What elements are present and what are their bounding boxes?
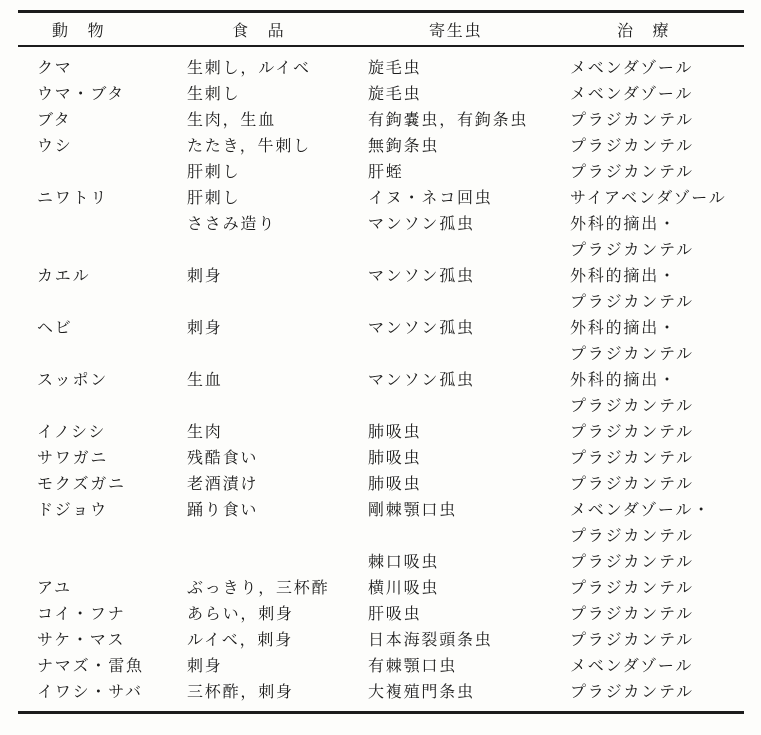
cell-animal: ウシ (37, 138, 73, 155)
cell-food: ルイベ，刺身 (187, 632, 294, 649)
table-row (18, 368, 744, 394)
cell-food (187, 524, 368, 550)
table-row (18, 394, 744, 420)
cell-food: あらい，刺身 (187, 606, 294, 623)
cell-parasite: 肺吸虫 (368, 450, 422, 467)
cell-parasite (368, 342, 570, 368)
header-parasite: 寄生虫 (429, 23, 483, 40)
cell-food: 生刺し (187, 86, 241, 103)
table-row (18, 238, 744, 264)
cell-food: 刺身 (187, 268, 223, 285)
cell-animal (18, 342, 187, 368)
cell-animal: ドジョウ (37, 502, 108, 519)
cell-animal (18, 394, 187, 420)
cell-parasite: マンソン孤虫 (368, 216, 475, 233)
cell-food: 生刺し，ルイベ (187, 60, 311, 77)
table-row (18, 186, 744, 212)
cell-parasite: 剛棘顎口虫 (368, 502, 458, 519)
cell-parasite (368, 238, 570, 264)
cell-parasite: 旋毛虫 (368, 60, 422, 77)
table-top-rule (18, 10, 744, 13)
cell-parasite (368, 394, 570, 420)
table-row (18, 134, 744, 160)
cell-food (187, 342, 368, 368)
cell-food: 肝刺し (187, 190, 241, 207)
table-row (18, 342, 744, 368)
cell-parasite: 旋毛虫 (368, 86, 422, 103)
cell-treatment: プラジカンテル (570, 294, 694, 311)
cell-animal: カエル (37, 268, 91, 285)
table-row (18, 654, 744, 680)
cell-animal: モクズガニ (37, 476, 126, 493)
cell-animal: サワガニ (37, 450, 109, 467)
table-row (18, 472, 744, 498)
table-row (18, 316, 744, 342)
cell-animal (18, 524, 187, 550)
cell-treatment: メベンダゾール (570, 60, 694, 77)
cell-treatment: 外科的摘出・ (570, 320, 677, 337)
table-row (18, 602, 744, 628)
table-header (18, 19, 744, 45)
cell-food (187, 238, 368, 264)
cell-treatment: プラジカンテル (570, 242, 694, 259)
table-row (18, 498, 744, 524)
cell-food: 肝刺し (187, 164, 241, 181)
cell-treatment: 外科的摘出・ (570, 268, 677, 285)
cell-treatment: メベンダゾール (570, 658, 694, 675)
cell-food: 老酒漬け (187, 476, 259, 493)
header-treatment: 治 療 (617, 23, 671, 40)
cell-food (187, 394, 368, 420)
cell-animal: ブタ (37, 112, 72, 129)
cell-treatment: プラジカンテル (570, 450, 694, 467)
cell-animal: スッポン (37, 372, 109, 389)
cell-parasite: 肺吸虫 (368, 424, 422, 441)
header-animal: 動 物 (52, 23, 106, 40)
cell-treatment: プラジカンテル (570, 112, 694, 129)
cell-parasite: 有棘顎口虫 (368, 658, 458, 675)
cell-animal: ニワトリ (37, 190, 109, 207)
cell-parasite: 棘口吸虫 (368, 554, 440, 571)
cell-treatment: プラジカンテル (570, 684, 694, 701)
header-food: 食 品 (232, 23, 286, 40)
cell-food: 生血 (187, 372, 223, 389)
cell-parasite: 日本海裂頭条虫 (368, 632, 493, 649)
cell-parasite (368, 290, 570, 316)
cell-parasite: 肺吸虫 (368, 476, 422, 493)
cell-food: ぶっきり，三杯酢 (187, 580, 330, 597)
table-row (18, 420, 744, 446)
cell-treatment: プラジカンテル (570, 398, 694, 415)
cell-animal (18, 290, 187, 316)
cell-animal: コイ・フナ (37, 606, 126, 623)
cell-treatment: 外科的摘出・ (570, 216, 677, 233)
cell-food (187, 550, 368, 576)
cell-treatment: プラジカンテル (570, 164, 694, 181)
cell-animal (18, 550, 187, 576)
cell-treatment: プラジカンテル (570, 580, 694, 597)
cell-animal: イノシシ (37, 424, 107, 441)
cell-treatment: プラジカンテル (570, 346, 694, 363)
table-row (18, 446, 744, 472)
cell-food: 三杯酢，刺身 (187, 684, 294, 701)
table-row (18, 290, 744, 316)
table-row (18, 212, 744, 238)
cell-animal: クマ (37, 60, 73, 77)
table-row (18, 550, 744, 576)
table-row (18, 82, 744, 108)
cell-animal: ウマ・ブタ (37, 86, 125, 103)
cell-treatment: プラジカンテル (570, 138, 694, 155)
table-bottom-rule (18, 711, 744, 714)
cell-treatment: プラジカンテル (570, 632, 694, 649)
cell-treatment: メベンダゾール・ (570, 502, 711, 519)
table-row (18, 160, 744, 186)
cell-food: 踊り食い (187, 502, 259, 519)
cell-animal: イワシ・サバ (37, 684, 143, 701)
cell-parasite: 横川吸虫 (368, 580, 440, 597)
table-row (18, 264, 744, 290)
cell-treatment: サイアベンダゾール (570, 190, 727, 207)
table-row (18, 628, 744, 654)
cell-treatment: プラジカンテル (570, 554, 694, 571)
cell-animal (18, 160, 187, 186)
cell-parasite: マンソン孤虫 (368, 372, 475, 389)
cell-parasite: マンソン孤虫 (368, 320, 475, 337)
cell-parasite: 肝吸虫 (368, 606, 422, 623)
cell-parasite: マンソン孤虫 (368, 268, 475, 285)
table-row (18, 108, 744, 134)
table-row (18, 576, 744, 602)
table-row (18, 680, 744, 706)
table-row (18, 524, 744, 550)
cell-animal: サケ・マス (37, 632, 126, 649)
cell-parasite: 無鉤条虫 (368, 138, 440, 155)
cell-parasite: 大複殖門条虫 (368, 684, 475, 701)
cell-animal: ヘビ (37, 320, 73, 337)
cell-treatment: 外科的摘出・ (570, 372, 677, 389)
cell-treatment: プラジカンテル (570, 606, 694, 623)
cell-food: たたき，牛刺し (187, 138, 311, 155)
cell-treatment: メベンダゾール (570, 86, 694, 103)
cell-treatment: プラジカンテル (570, 528, 694, 545)
cell-food (187, 290, 368, 316)
cell-parasite: 肝蛭 (368, 164, 404, 181)
cell-treatment: プラジカンテル (570, 424, 694, 441)
table-body (18, 56, 744, 706)
table-row (18, 56, 744, 82)
cell-food: 刺身 (187, 658, 223, 675)
cell-food: 生肉，生血 (187, 112, 277, 129)
cell-treatment: プラジカンテル (570, 476, 694, 493)
cell-food: 刺身 (187, 320, 223, 337)
cell-parasite: イヌ・ネコ回虫 (368, 190, 493, 207)
cell-animal (18, 212, 187, 238)
cell-parasite: 有鉤嚢虫，有鉤条虫 (368, 112, 529, 129)
cell-food: 生肉 (187, 424, 223, 441)
cell-parasite (368, 524, 570, 550)
cell-animal: アユ (37, 580, 72, 597)
table-header-rule (18, 45, 744, 47)
cell-food: 残酷食い (187, 450, 259, 467)
cell-animal (18, 238, 187, 264)
cell-food: ささみ造り (187, 216, 277, 233)
cell-animal: ナマズ・雷魚 (37, 658, 144, 675)
